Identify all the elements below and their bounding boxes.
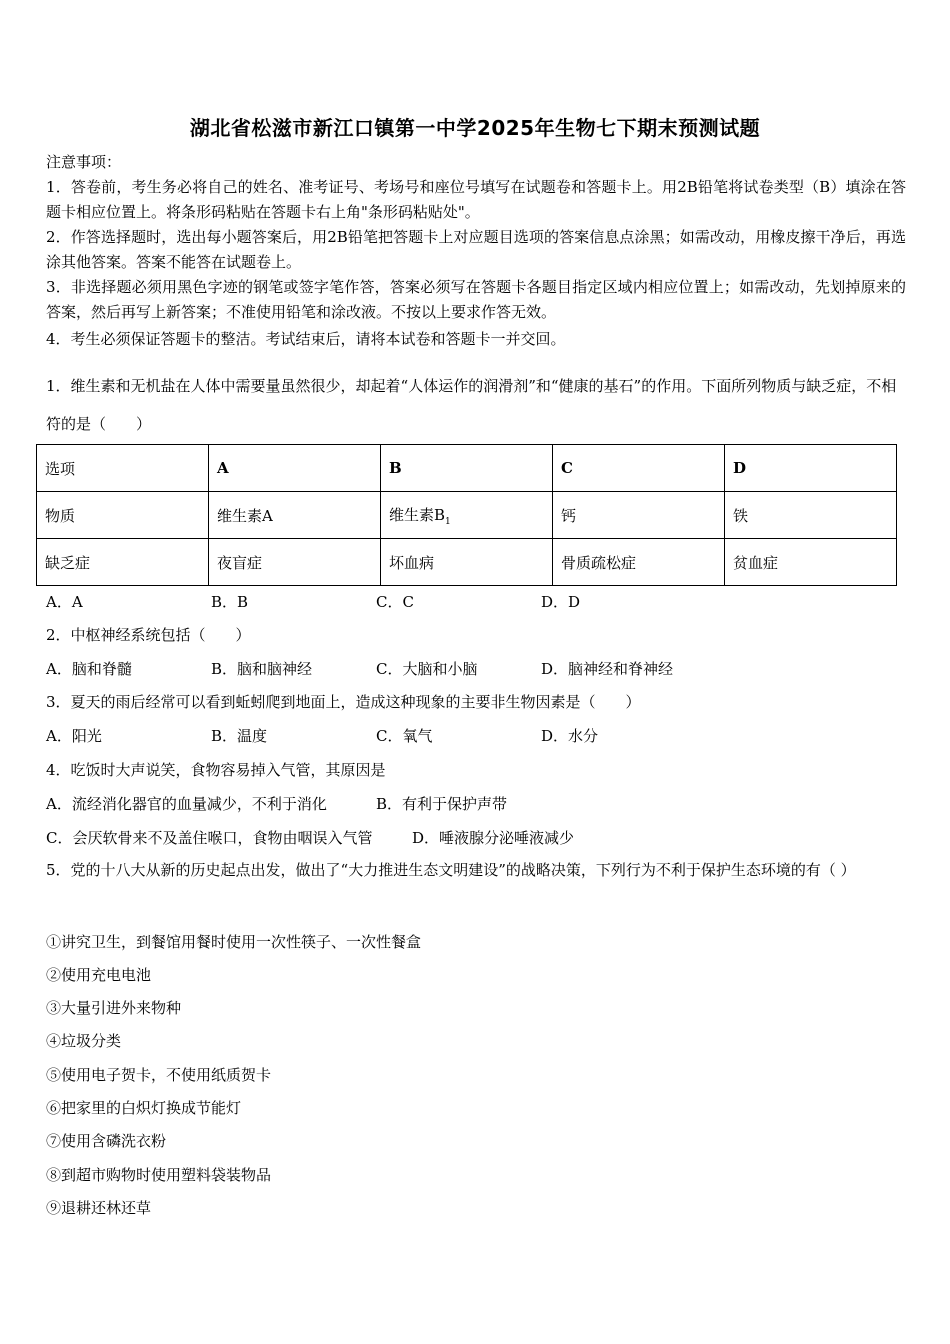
notice-item-4: 4．考生必须保证答题卡的整洁。考试结束后，请将本试卷和答题卡一并交回。 (46, 330, 566, 348)
q5-item-2: ②使用充电电池 (46, 966, 152, 984)
table-cell: 骨质疏松症 (553, 539, 725, 586)
q5-item-1: ①讲究卫生，到餐馆用餐时使用一次性筷子、一次性餐盒 (46, 933, 422, 951)
table-cell (381, 492, 553, 539)
q5-item-3: ③大量引进外来物种 (46, 999, 182, 1017)
notice-item-1: 1．答卷前，考生务必将自己的姓名、准考证号、考场号和座位号填写在试题卷和答题卡上。用2B铅笔将试卷类型（B）填涂在答题卡相应位置上。将条形码粘贴在答题卡右上角"条形码粘贴处"。 (46, 178, 906, 221)
q2-option-b: B．脑和脑神经 (211, 660, 313, 678)
q1-option-c: C．C (376, 593, 414, 611)
q5-item-7: ⑦使用含磷洗衣粉 (46, 1132, 167, 1150)
q1-option-a: A．A (46, 593, 83, 611)
q2-option-d: D．脑神经和脊神经 (541, 660, 674, 678)
table-cell: 钙 (553, 492, 725, 539)
table-cell-text: 维生素B (389, 505, 446, 524)
q2-option-a: A．脑和脊髓 (46, 660, 132, 678)
q4-option-b: B．有利于保护声带 (376, 795, 508, 813)
q3-option-a: A．阳光 (46, 727, 102, 745)
table-cell: 铁 (725, 492, 897, 539)
question-5-text: 5．党的十八大从新的历史起点出发，做出了“大力推进生态文明建设”的战略决策，下列行为不利于保护生态环境的有（ ） (46, 861, 856, 879)
subscript: 1 (445, 516, 451, 527)
table-row (37, 445, 897, 492)
q4-option-d: D．唾液腺分泌唾液减少 (412, 829, 575, 847)
question-3-text: 3．夏天的雨后经常可以看到蚯蚓爬到地面上，造成这种现象的主要非生物因素是（ ） (46, 693, 641, 711)
table-cell: 维生素A (209, 492, 381, 539)
q4-option-a: A．流经消化器官的血量减少，不利于消化 (46, 795, 327, 813)
q5-item-4: ④垃圾分类 (46, 1032, 122, 1050)
question-1-table (36, 444, 897, 586)
q4-option-c: C．会厌软骨来不及盖住喉口，食物由咽误入气管 (46, 829, 373, 847)
table-cell: B (381, 445, 553, 492)
page-title: 湖北省松滋市新江口镇第一中学2025年生物七下期末预测试题 (189, 116, 761, 140)
q5-item-5: ⑤使用电子贺卡，不使用纸质贺卡 (46, 1066, 272, 1084)
table-cell: 坏血病 (381, 539, 553, 586)
table-cell: C (553, 445, 725, 492)
q3-option-b: B．温度 (211, 727, 268, 745)
question-4-text: 4．吃饭时大声说笑，食物容易掉入气管，其原因是 (46, 761, 386, 779)
table-row (37, 539, 897, 586)
table-cell: D (725, 445, 897, 492)
q1-option-d: D．D (541, 593, 581, 611)
question-1-text: 1．维生素和无机盐在人体中需要量虽然很少，却起着“人体运作的润滑剂”和“健康的基石”的作用。下面所列物质与缺乏症，不相符的是（ ） (46, 377, 897, 433)
q1-option-b: B．B (211, 593, 249, 611)
question-2-text: 2．中枢神经系统包括（ ） (46, 626, 251, 644)
table-cell: A (209, 445, 381, 492)
q3-option-d: D．水分 (541, 727, 599, 745)
table-cell: 夜盲症 (209, 539, 381, 586)
notice-heading: 注意事项： (46, 153, 122, 171)
table-cell: 贫血症 (725, 539, 897, 586)
q3-option-c: C．氧气 (376, 727, 433, 745)
table-cell: 选项 (37, 445, 209, 492)
table-row (37, 492, 897, 539)
q5-item-6: ⑥把家里的白炽灯换成节能灯 (46, 1099, 242, 1117)
table-cell: 物质 (37, 492, 209, 539)
notice-item-3: 3．非选择题必须用黑色字迹的钢笔或签字笔作答，答案必须写在答题卡各题目指定区域内相应位置上；如需改动，先划掉原来的答案，然后再写上新答案；不准使用铅笔和涂改液。不按以上要求作答无效。 (46, 278, 906, 321)
q5-item-9: ⑨退耕还林还草 (46, 1199, 152, 1217)
q5-item-8: ⑧到超市购物时使用塑料袋装物品 (46, 1166, 272, 1184)
notice-item-2: 2．作答选择题时，选出每小题答案后，用2B铅笔把答题卡上对应题目选项的答案信息点涂黑；如需改动，用橡皮擦干净后，再选涂其他答案。答案不能答在试题卷上。 (46, 228, 906, 271)
table-cell: 缺乏症 (37, 539, 209, 586)
q2-option-c: C．大脑和小脑 (376, 660, 478, 678)
